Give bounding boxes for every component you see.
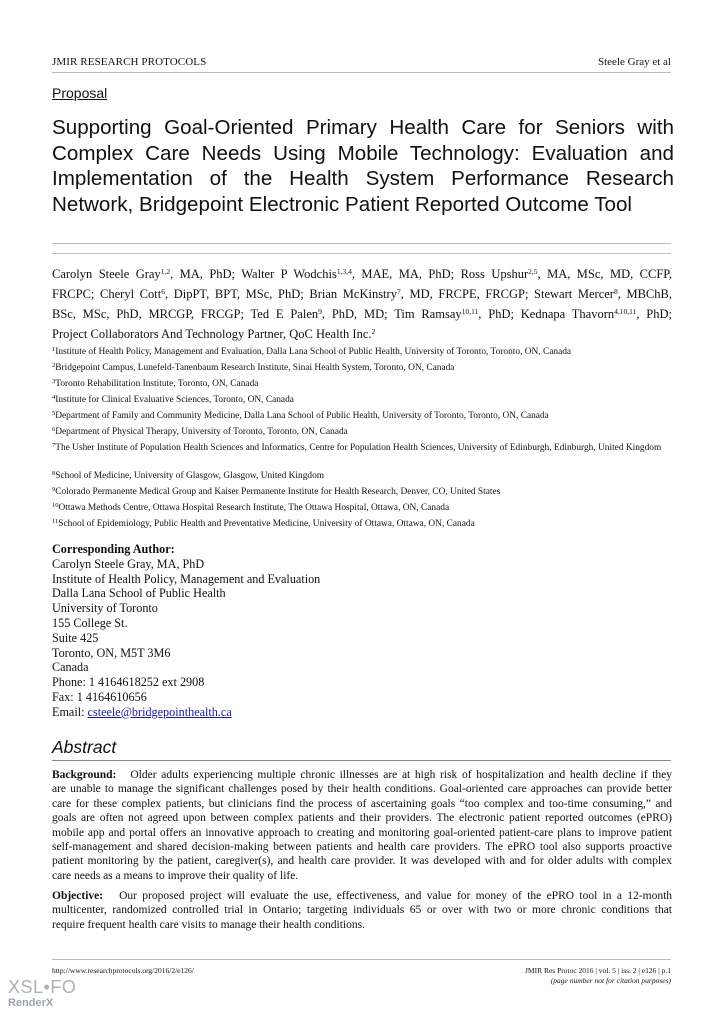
email-line: Email: csteele@bridgepointhealth.ca — [52, 704, 232, 719]
affiliation-item: $^9$Colorado Permanente Medical Group and Kaiser Permanente Institute for Health Research, Denver, CO, United States — [52, 486, 501, 497]
address-line: Toronto, ON, M5T 3M6 — [52, 645, 171, 660]
objective-label: Objective: — [52, 890, 104, 902]
journal-name: JMIR RESEARCH PROTOCOLS — [52, 56, 207, 68]
title-line: Complex Care Needs Using Mobile Technology: Evaluation and — [52, 141, 674, 165]
author-line: BSc, MSc, PhD, MRCGP, FRCGP; Ted E Palen$^9$, PhD, MD; Tim Ramsay$^{10,11}$, PhD; Kednapa Thavorn$^{4,10,11}$, PhD; — [52, 307, 673, 321]
address-line: 155 College St. — [52, 615, 128, 630]
corresponding-heading: Corresponding Author: — [52, 542, 175, 556]
abstract-rule — [52, 760, 671, 761]
section-label: Proposal — [52, 85, 108, 101]
objective-paragraph: Objective: Our proposed project will evaluate the use, effectiveness, and value for money of the ePRO tool in a 12-month multicenter, randomized controlled trial in Ontario; targeting individuals 65 or over with two or more chronic conditions that require frequent health care visits to manage their health conditions. — [52, 890, 673, 931]
address-line: Suite 425 — [52, 630, 99, 645]
author-list — [52, 264, 672, 344]
address-line: Dalla Lana School of Public Health — [52, 586, 226, 601]
affiliation-item: $^7$The Usher Institute of Population Health Sciences and Informatics, Centre for Population Health Sciences, University of Edinburgh, Edinburgh, United Kingdom — [52, 442, 662, 453]
address-line: Canada — [52, 660, 89, 675]
title-line: Network, Bridgepoint Electronic Patient Reported Outcome Tool — [52, 192, 632, 216]
affiliation-item: $^8$School of Medicine, University of Glasgow, Glasgow, United Kingdom — [52, 470, 325, 481]
phone-line: Phone: 1 4164618252 ext 2908 — [52, 675, 205, 690]
corresponding-name: Carolyn Steele Gray, MA, PhD — [52, 556, 205, 571]
affiliation-item: $^6$Department of Physical Therapy, University of Toronto, Toronto, ON, Canada — [52, 426, 348, 437]
title-line: Implementation of the Health System Performance Research — [52, 167, 674, 191]
address-line: University of Toronto — [52, 601, 158, 616]
header-rule — [52, 72, 671, 73]
title-rule-bottom — [52, 253, 671, 254]
author-line: Carolyn Steele Gray$^{1,2}$, MA, PhD; Walter P Wodchis$^{1,3,4}$, MAE, MA, PhD; Ross Upshur$^{2,5}$, MA, MSc, MD, CCFP, — [52, 267, 672, 281]
running-author: Steele Gray et al — [598, 56, 671, 68]
affiliation-item: $^5$Department of Family and Community Medicine, Dalla Lana School of Public Health, University of Toronto, Toronto, ON, Canada — [52, 410, 549, 421]
renderx-logo: XSL•FO RenderX — [8, 977, 77, 1009]
affiliation-item: $^4$Institute for Clinical Evaluative Sciences, Toronto, ON, Canada — [52, 394, 294, 405]
background-paragraph: Background: Older adults experiencing multiple chronic illnesses are at high risk of hospitalization and health decline if they are unable to manage the significant challenges posed by their health conditions. Goal-oriented care approaches can provide better care for these complex patients, but clinicians find the process of ascertaining goals “too complex and too-time consuming,” and goals are often not agreed upon between complex patients and their providers. The electronic patient reported outcomes (ePRO) mobile app and portal offers an innovative approach to creating and monitoring goal-oriented patient-care plans to improve patient self-management and shared decision-making between patients and health care providers. The ePRO tool also supports proactive patient monitoring by the patient, caregiver(s), and health care provider. It was developed with and for older adults with complex care needs as a means to improve their quality of life. — [52, 769, 673, 882]
affiliation-item: $^1$Institute of Health Policy, Management and Evaluation, Dalla Lana School of Public Health, University of Toronto, Toronto, ON, Canada — [52, 346, 572, 357]
email-link[interactable]: csteele@bridgepointhealth.ca — [87, 704, 232, 719]
affiliation-item: $^2$Bridgepoint Campus, Lunefeld-Tanenbaum Research Institute, Sinai Health System, Toronto, ON, Canada — [52, 362, 455, 373]
affiliation-item: $^3$Toronto Rehabilitation Institute, Toronto, ON, Canada — [52, 378, 259, 389]
affiliation-item: $^{10}$Ottawa Methods Centre, Ottawa Hospital Research Institute, The Ottawa Hospital, Ottawa, ON, Canada — [52, 502, 450, 513]
title-line: Supporting Goal-Oriented Primary Health Care for Seniors with — [52, 116, 674, 139]
affiliation-item: $^{11}$School of Epidemiology, Public Health and Preventative Medicine, University of Ottawa, Ottawa, ON, Canada — [52, 518, 475, 529]
footer-url[interactable]: http://www.researchprotocols.org/2016/2/e126/ — [52, 966, 194, 975]
abstract-heading: Abstract — [52, 737, 117, 757]
address-line: Institute of Health Policy, Management and Evaluation — [52, 571, 321, 586]
title-rule-top — [52, 243, 671, 244]
corresponding-author — [52, 542, 452, 720]
author-line: FRCPC; Cheryl Cott$^6$, DipPT, BPT, MSc, PhD; Brian McKinstry$^7$, MD, FRCPE, FRCGP; Stewart Mercer$^8$, MBChB, — [52, 287, 672, 301]
footer-citation: JMIR Res Protoc 2016 | vol. 5 | iss. 2 | e126 | p.1 (page number not for citation purposes) — [524, 966, 671, 985]
background-label: Background: — [52, 769, 117, 781]
author-line: Project Collaborators And Technology Partner, QoC Health Inc.$^2$ — [52, 327, 376, 341]
fax-line: Fax: 1 4164610656 — [52, 689, 147, 704]
article-title — [52, 115, 674, 217]
footer-rule — [52, 959, 671, 960]
